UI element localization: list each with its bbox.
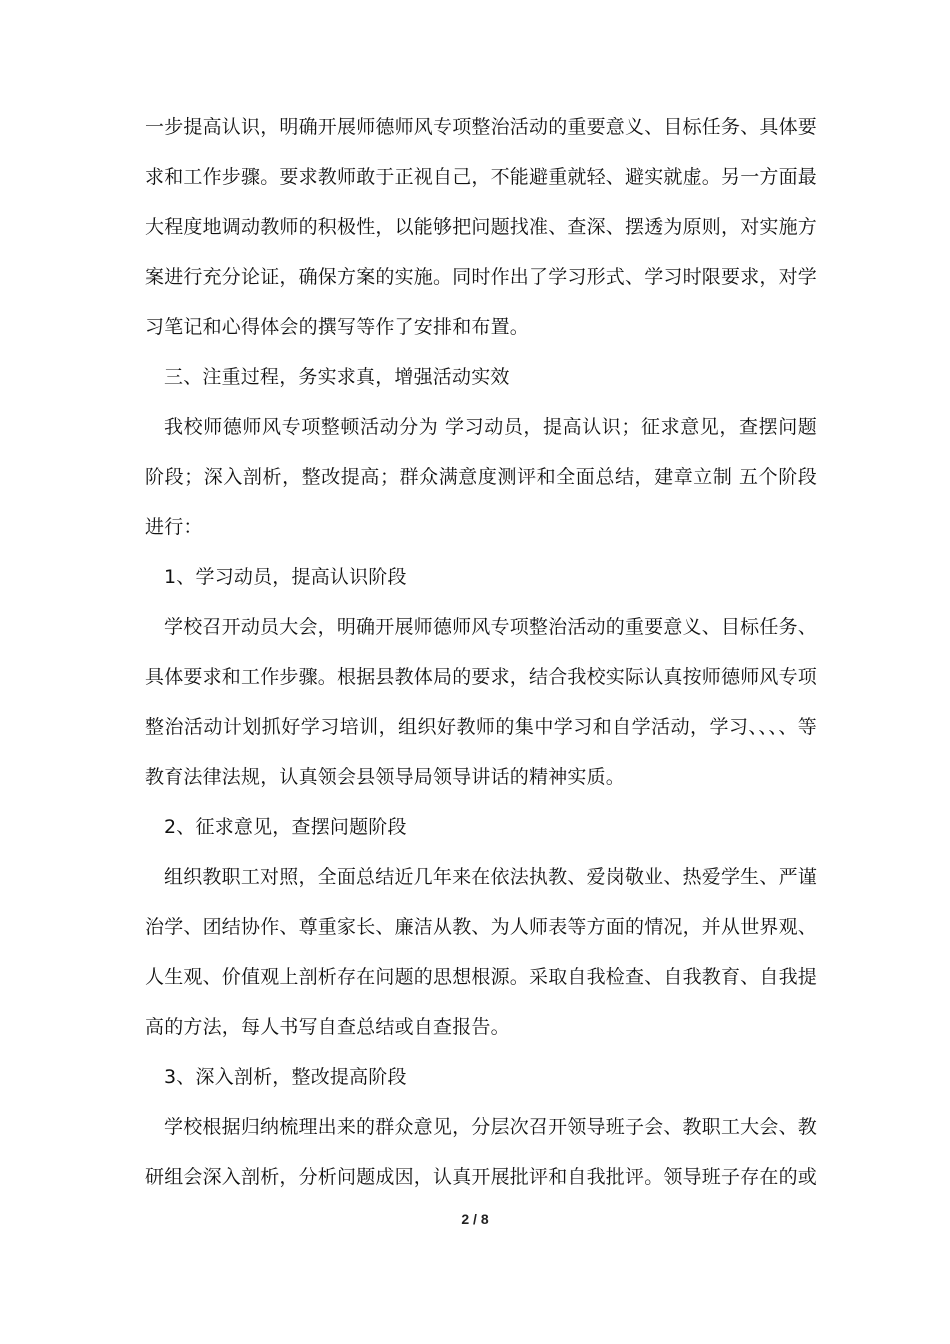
section-heading-three: 三、注重过程，务实求真，增强活动实效 bbox=[164, 366, 510, 388]
paragraph-stage-3: 学校根据归纳梳理出来的群众意见，分层次召开领导班子会、教职工大会、教研组会深入剖析，分析问题成因，认真开展批评和自我批评。领导班子存在的或 bbox=[145, 1116, 818, 1188]
page-number: 2 / 8 bbox=[461, 1211, 489, 1227]
subheading-stage-2: 2、征求意见，查摆问题阶段 bbox=[164, 816, 407, 838]
paragraph-continuation: 一步提高认识，明确开展师德师风专项整治活动的重要意义、目标任务、具体要求和工作步骤。要求教师敢于正视自己，不能避重就轻、避实就虚。另一方面最大程度地调动教师的积极性，以能够把问题找准、查深、摆透为原则，对实施方案进行充分论证，确保方案的实施。同时作出了学习形式、学习时限要求，对学习笔记和心得体会的撰写等作了安排和布置。 bbox=[145, 116, 818, 338]
paragraph-stage-1: 学校召开动员大会，明确开展师德师风专项整治活动的重要意义、目标任务、具体要求和工作步骤。根据县教体局的要求，结合我校实际认真按师德师风专项整治活动计划抓好学习培训，组织好教师的集中学习和自学活动，学习、、、、等教育法律法规，认真领会县领导局领导讲话的精神实质。 bbox=[145, 616, 818, 788]
paragraph-stages-intro: 我校师德师风专项整顿活动分为 学习动员，提高认识；征求意见，查摆问题阶段；深入剖析，整改提高；群众满意度测评和全面总结，建章立制 五个阶段进行： bbox=[145, 416, 817, 538]
paragraph-stage-2: 组织教职工对照，全面总结近几年来在依法执教、爱岗敬业、热爱学生、严谨治学、团结协作、尊重家长、廉洁从教、为人师表等方面的情况，并从世界观、人生观、价值观上剖析存在问题的思想根源。采取自我检查、自我教育、自我提高的方法，每人书写自查总结或自查报告。 bbox=[145, 866, 818, 1038]
document-page bbox=[145, 102, 817, 1202]
subheading-stage-3: 3、深入剖析，整改提高阶段 bbox=[164, 1066, 407, 1088]
subheading-stage-1: 1、学习动员，提高认识阶段 bbox=[164, 566, 407, 588]
